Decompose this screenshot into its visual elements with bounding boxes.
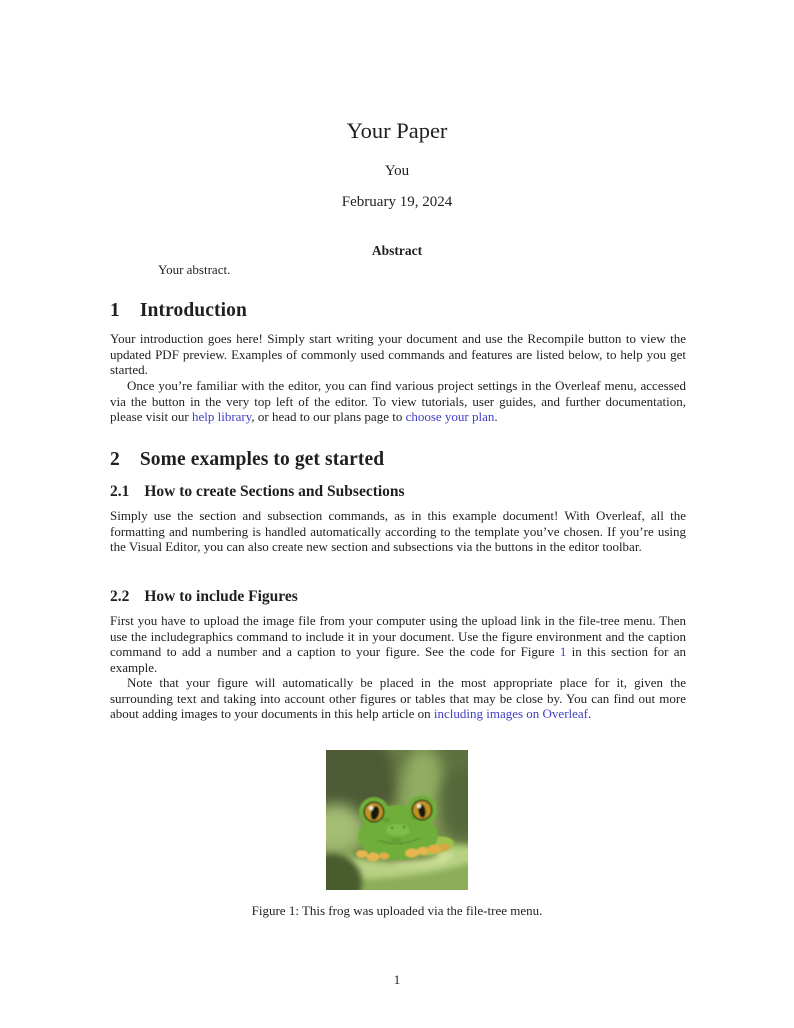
date: February 19, 2024: [341, 194, 453, 210]
figure-1: [0, 750, 794, 890]
section-number: 2: [110, 449, 120, 470]
text-segment: Once you’re familiar with the editor, you can find various project settings in the Overleaf menu, accessed via the button in the very top left of the editor. To view tutorials, user guides, and further documentation, please visit our: [110, 378, 686, 425]
section-title: Some examples to get started: [139, 449, 385, 470]
section-title: Introduction: [139, 300, 247, 321]
text-segment: , or head to our plans page to: [251, 409, 406, 425]
paragraph-2-2-b: [110, 675, 686, 722]
paragraph-2-2-a: [110, 613, 686, 676]
abstract-heading: Abstract: [371, 243, 423, 258]
text-segment: Simply use the section and subsection commands, as in this example document! With Overleaf, all the formatting and numbering is handled automatically according to the template you’ve chosen. If you’re using the Visual Editor, you can also create new section and subsections via the buttons in the editor toolbar.: [110, 508, 686, 555]
text-segment: .: [588, 706, 592, 722]
text-segment: .: [494, 409, 498, 425]
subsection-title: How to create Sections and Subsections: [144, 483, 405, 500]
text-segment: Note that your figure will automatically be placed in the most appropriate place for it, given the surrounding text and taking into account other figures or tables that may be close by. You can find out more about adding images to your documents in this help article on: [110, 675, 686, 722]
paragraph-intro-1: [110, 331, 686, 378]
section-heading-2: [110, 449, 686, 471]
page-title: Your Paper: [346, 118, 448, 143]
inline-link[interactable]: help library: [191, 409, 252, 425]
frog-photo: [326, 750, 468, 890]
text-segment: Your introduction goes here! Simply start writing your document and use the Recompile button to view the updated PDF preview. Examples of commonly used commands and features are listed below, to help you get started.: [110, 331, 686, 378]
subsection-heading-2-2: [110, 588, 686, 606]
paragraph-2-1: [110, 508, 686, 555]
author: You: [384, 163, 410, 179]
subsection-heading-2-1: [110, 483, 686, 501]
inline-link[interactable]: 1: [559, 644, 567, 660]
text-segment: in this section for an example.: [110, 644, 686, 676]
section-heading-1: [110, 300, 686, 322]
section-number: 1: [110, 300, 120, 321]
inline-link[interactable]: choose your plan: [405, 409, 495, 425]
subsection-number: 2.2: [110, 588, 130, 605]
figure-caption: Figure 1: This frog was uploaded via the file-tree menu.: [251, 903, 543, 918]
abstract-text: Your abstract.: [158, 262, 231, 277]
paragraph-intro-2: [110, 378, 686, 425]
page-number: 1: [393, 972, 401, 987]
subsection-title: How to include Figures: [144, 588, 298, 605]
subsection-number: 2.1: [110, 483, 130, 500]
inline-link[interactable]: including images on Overleaf: [433, 706, 589, 722]
text-segment: First you have to upload the image file from your computer using the upload link in the file-tree menu. Then use the includegraphics command to include it in your document. Use the figure environment and the caption command to add a number and a caption to your figure. See the code for Figure: [110, 613, 686, 660]
